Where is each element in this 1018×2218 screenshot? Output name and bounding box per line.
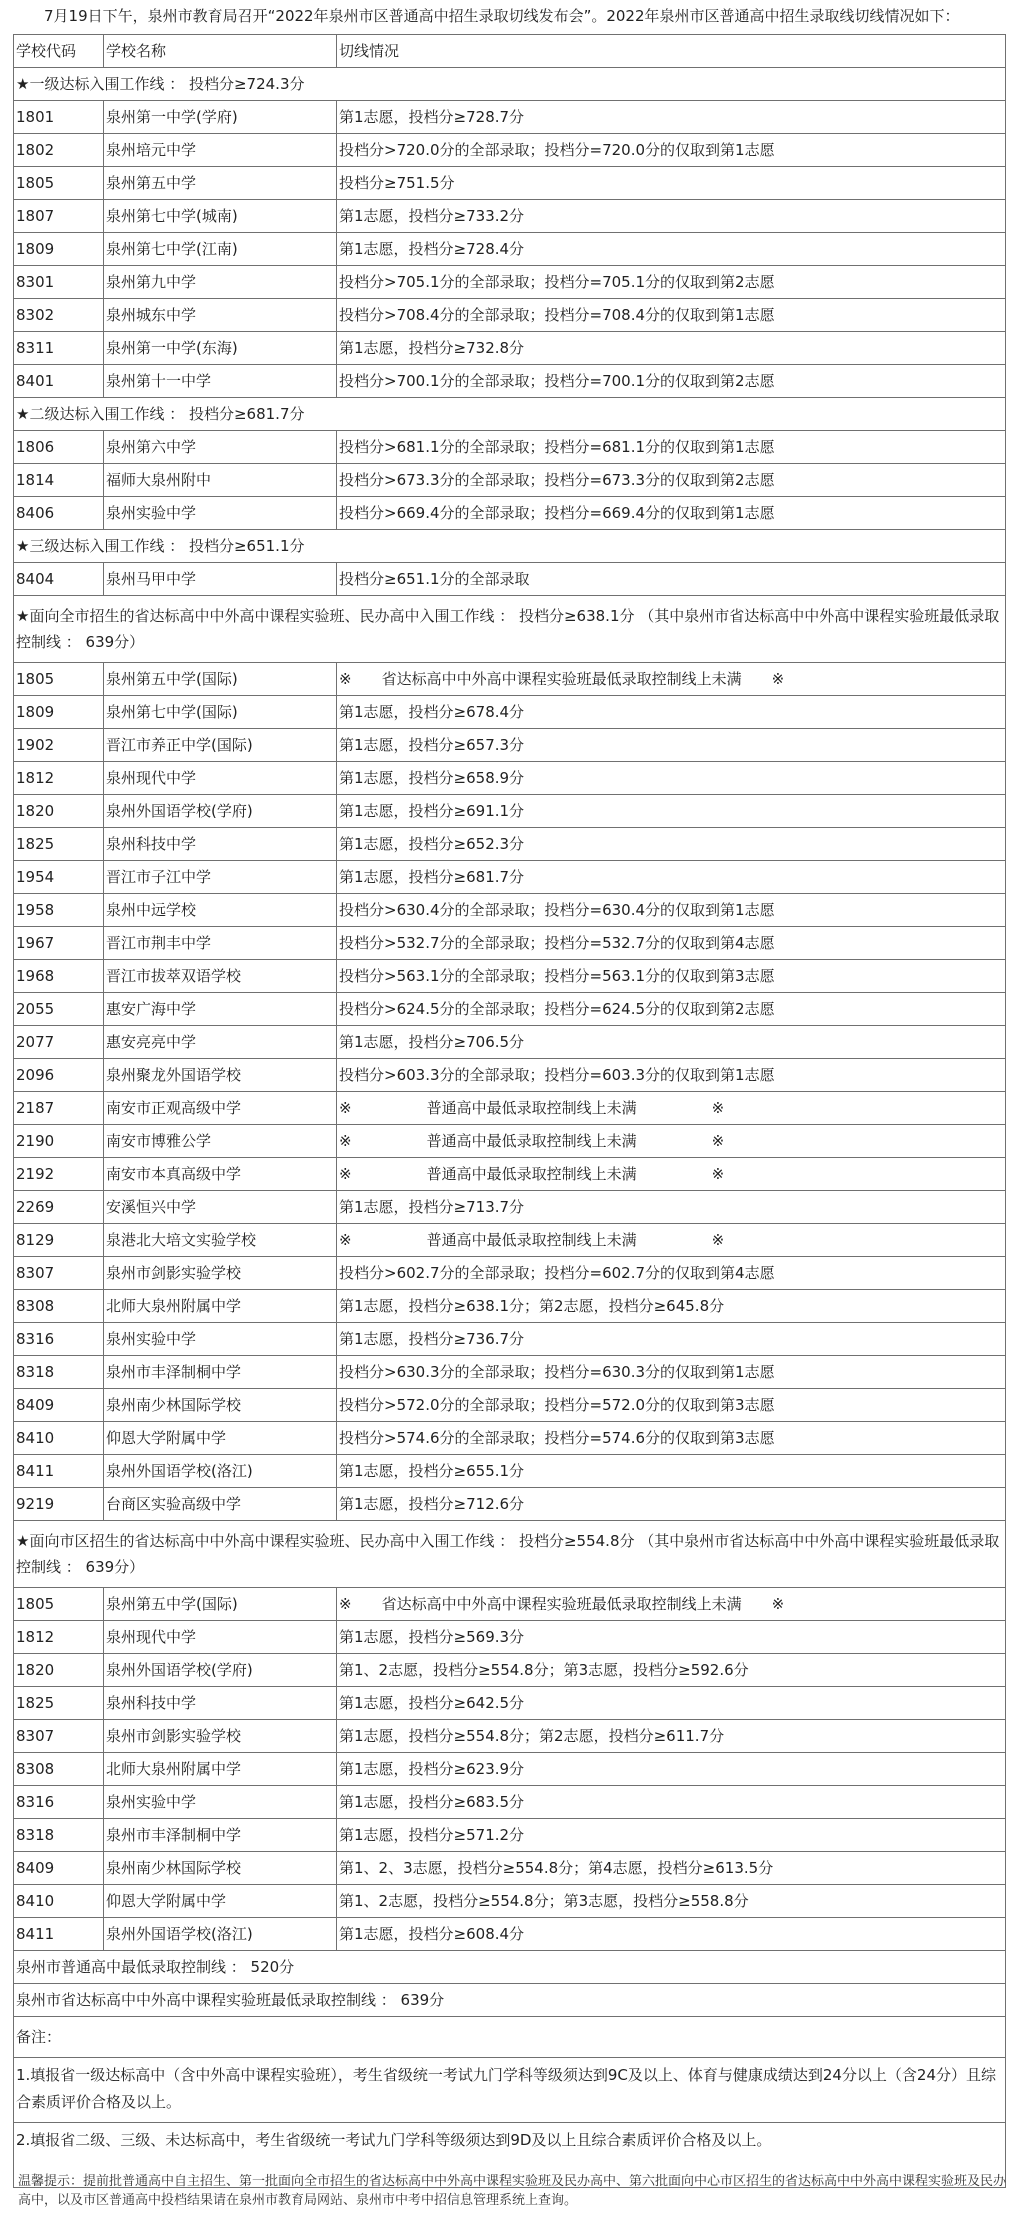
school-code-cell: 1954: [14, 861, 104, 894]
school-name-cell: 福师大泉州附中: [104, 464, 337, 497]
table-row: [14, 828, 1006, 861]
cutoff-table: [13, 34, 1006, 2188]
cutoff-cell: 第1志愿，投档分≥728.7分: [337, 101, 1006, 134]
group-header-row: [14, 398, 1006, 431]
footer-line: 泉州市普通高中最低录取控制线 ： 520分: [14, 1951, 1006, 1984]
school-name-cell: 泉州市剑影实验学校: [104, 1720, 337, 1753]
school-name-cell: 泉州马甲中学: [104, 563, 337, 596]
group-header-row: [14, 596, 1006, 663]
table-row: [14, 1059, 1006, 1092]
school-name-cell: 泉州市丰泽制桐中学: [104, 1356, 337, 1389]
school-code-cell: 1825: [14, 828, 104, 861]
school-code-cell: 1806: [14, 431, 104, 464]
cutoff-cell: 投档分≥651.1分的全部录取: [337, 563, 1006, 596]
school-code-cell: 1809: [14, 696, 104, 729]
school-code-cell: 8409: [14, 1389, 104, 1422]
school-code-cell: 1812: [14, 762, 104, 795]
cutoff-cell: 第1、2志愿，投档分≥554.8分；第3志愿，投档分≥592.6分: [337, 1654, 1006, 1687]
group-header-row: [14, 68, 1006, 101]
school-name-cell: 安溪恒兴中学: [104, 1191, 337, 1224]
school-code-cell: 2187: [14, 1092, 104, 1125]
group-title: ★二级达标入围工作线 ： 投档分≥681.7分: [14, 398, 1006, 431]
table-row: [14, 729, 1006, 762]
cutoff-cell: 投档分>563.1分的全部录取；投档分=563.1分的仅取到第3志愿: [337, 960, 1006, 993]
table-row: [14, 167, 1006, 200]
school-name-cell: 泉州第六中学: [104, 431, 337, 464]
school-name-cell: 泉州外国语学校(学府): [104, 795, 337, 828]
table-row: [14, 1687, 1006, 1720]
school-name-cell: 泉州城东中学: [104, 299, 337, 332]
school-code-cell: 8406: [14, 497, 104, 530]
school-name-cell: 仰恩大学附属中学: [104, 1885, 337, 1918]
school-code-cell: 2269: [14, 1191, 104, 1224]
school-name-cell: 晋江市拔萃双语学校: [104, 960, 337, 993]
table-row: [14, 1026, 1006, 1059]
school-code-cell: 8410: [14, 1885, 104, 1918]
school-name-cell: 泉州实验中学: [104, 1786, 337, 1819]
school-name-cell: 泉州聚龙外国语学校: [104, 1059, 337, 1092]
table-row: [14, 861, 1006, 894]
school-name-cell: 泉州第七中学(国际): [104, 696, 337, 729]
table-row: [14, 993, 1006, 1026]
school-code-cell: 8316: [14, 1323, 104, 1356]
notes-title: 备注：: [14, 2017, 1006, 2058]
header-school-code: 学校代码: [14, 35, 104, 68]
header-cutoff: 切线情况: [337, 35, 1006, 68]
school-code-cell: 1805: [14, 167, 104, 200]
table-row: [14, 332, 1006, 365]
school-code-cell: 2192: [14, 1158, 104, 1191]
school-code-cell: 1807: [14, 200, 104, 233]
school-name-cell: 南安市博雅公学: [104, 1125, 337, 1158]
school-code-cell: 1968: [14, 960, 104, 993]
table-row: [14, 1422, 1006, 1455]
header-school-name: 学校名称: [104, 35, 337, 68]
table-row: [14, 1654, 1006, 1687]
footer-row: [14, 1951, 1006, 1984]
school-name-cell: 泉州南少林国际学校: [104, 1852, 337, 1885]
school-name-cell: 泉州培元中学: [104, 134, 337, 167]
school-code-cell: 1802: [14, 134, 104, 167]
school-name-cell: 泉州中远学校: [104, 894, 337, 927]
cutoff-cell: 第1志愿，投档分≥571.2分: [337, 1819, 1006, 1852]
cutoff-cell: 第1志愿，投档分≥655.1分: [337, 1455, 1006, 1488]
table-row: [14, 894, 1006, 927]
cutoff-cell: 第1志愿，投档分≥713.7分: [337, 1191, 1006, 1224]
school-code-cell: 1958: [14, 894, 104, 927]
footer-row: [14, 1984, 1006, 2017]
table-row: [14, 795, 1006, 828]
school-name-cell: 晋江市子江中学: [104, 861, 337, 894]
school-code-cell: 1805: [14, 663, 104, 696]
cutoff-cell: 投档分>673.3分的全部录取；投档分=673.3分的仅取到第2志愿: [337, 464, 1006, 497]
table-row: [14, 960, 1006, 993]
table-row: [14, 1753, 1006, 1786]
cutoff-cell: 投档分>669.4分的全部录取；投档分=669.4分的仅取到第1志愿: [337, 497, 1006, 530]
table-row: [14, 1918, 1006, 1951]
school-name-cell: 泉州实验中学: [104, 497, 337, 530]
school-name-cell: 泉州第五中学: [104, 167, 337, 200]
school-code-cell: 8411: [14, 1455, 104, 1488]
school-name-cell: 泉州外国语学校(洛江): [104, 1455, 337, 1488]
cutoff-cell: 投档分>532.7分的全部录取；投档分=532.7分的仅取到第4志愿: [337, 927, 1006, 960]
school-name-cell: 南安市正观高级中学: [104, 1092, 337, 1125]
cutoff-cell: ※ 省达标高中中外高中课程实验班最低录取控制线上未满 ※: [337, 1588, 1006, 1621]
school-name-cell: 泉州第十一中学: [104, 365, 337, 398]
table-row: [14, 233, 1006, 266]
cutoff-cell: 投档分>630.3分的全部录取；投档分=630.3分的仅取到第1志愿: [337, 1356, 1006, 1389]
school-code-cell: 1805: [14, 1588, 104, 1621]
school-name-cell: 泉州第九中学: [104, 266, 337, 299]
cutoff-cell: 第1志愿，投档分≥658.9分: [337, 762, 1006, 795]
table-row: [14, 365, 1006, 398]
cutoff-cell: 投档分>624.5分的全部录取；投档分=624.5分的仅取到第2志愿: [337, 993, 1006, 1026]
school-code-cell: 8409: [14, 1852, 104, 1885]
school-code-cell: 2055: [14, 993, 104, 1026]
school-name-cell: 泉州科技中学: [104, 828, 337, 861]
cutoff-cell: 第1志愿，投档分≥657.3分: [337, 729, 1006, 762]
school-name-cell: 泉州第七中学(城南): [104, 200, 337, 233]
cutoff-cell: 第1志愿，投档分≥712.6分: [337, 1488, 1006, 1521]
school-code-cell: 8318: [14, 1819, 104, 1852]
school-name-cell: 泉州南少林国际学校: [104, 1389, 337, 1422]
cutoff-cell: 第1志愿，投档分≥733.2分: [337, 200, 1006, 233]
cutoff-cell: 第1志愿，投档分≥683.5分: [337, 1786, 1006, 1819]
table-row: [14, 1720, 1006, 1753]
table-row: [14, 200, 1006, 233]
table-row: [14, 1588, 1006, 1621]
school-name-cell: 北师大泉州附属中学: [104, 1290, 337, 1323]
cutoff-cell: 投档分>705.1分的全部录取；投档分=705.1分的仅取到第2志愿: [337, 266, 1006, 299]
school-name-cell: 泉州第一中学(东海): [104, 332, 337, 365]
table-row: [14, 663, 1006, 696]
table-row: [14, 1191, 1006, 1224]
school-code-cell: 1902: [14, 729, 104, 762]
school-code-cell: 8411: [14, 1918, 104, 1951]
table-row: [14, 464, 1006, 497]
school-name-cell: 惠安广海中学: [104, 993, 337, 1026]
group-title: ★面向市区招生的省达标高中中外高中课程实验班、民办高中入围工作线 ： 投档分≥554.8分 （其中泉州市省达标高中中外高中课程实验班最低录取控制线 ： 639分）: [14, 1521, 1006, 1588]
table-row: [14, 1786, 1006, 1819]
table-row: [14, 1852, 1006, 1885]
cutoff-cell: 投档分>572.0分的全部录取；投档分=572.0分的仅取到第3志愿: [337, 1389, 1006, 1422]
school-name-cell: 泉州现代中学: [104, 762, 337, 795]
table-row: [14, 1621, 1006, 1654]
school-code-cell: 1820: [14, 1654, 104, 1687]
school-code-cell: 1814: [14, 464, 104, 497]
tip-note: 温馨提示：提前批普通高中自主招生、第一批面向全市招生的省达标高中中外高中课程实验班及民办高中、第六批面向中心市区招生的省达标高中中外高中课程实验班及民办高中，以及市区普通高中投档结果请在泉州市教育局网站、泉州市中考中招信息管理系统上查询。: [18, 2174, 1007, 2208]
cutoff-cell: 第1志愿，投档分≥554.8分；第2志愿，投档分≥611.7分: [337, 1720, 1006, 1753]
school-code-cell: 8301: [14, 266, 104, 299]
cutoff-cell: ※ 省达标高中中外高中课程实验班最低录取控制线上未满 ※: [337, 663, 1006, 696]
cutoff-cell: 第1、2志愿，投档分≥554.8分；第3志愿，投档分≥558.8分: [337, 1885, 1006, 1918]
cutoff-cell: 第1志愿，投档分≥681.7分: [337, 861, 1006, 894]
group-title: ★一级达标入围工作线 ： 投档分≥724.3分: [14, 68, 1006, 101]
school-code-cell: 8401: [14, 365, 104, 398]
table-row: [14, 497, 1006, 530]
school-code-cell: 8318: [14, 1356, 104, 1389]
school-name-cell: 晋江市养正中学(国际): [104, 729, 337, 762]
table-row: [14, 1125, 1006, 1158]
school-name-cell: 台商区实验高级中学: [104, 1488, 337, 1521]
table-row: [14, 1488, 1006, 1521]
group-title: ★三级达标入围工作线 ： 投档分≥651.1分: [14, 530, 1006, 563]
note-text: 1.填报省一级达标高中（含中外高中课程实验班），考生省级统一考试九门学科等级须达到9C及以上、体育与健康成绩达到24分以上（含24分）且综合素质评价合格及以上。: [14, 2058, 1006, 2123]
table-row: [14, 1158, 1006, 1191]
cutoff-cell: 投档分>574.6分的全部录取；投档分=574.6分的仅取到第3志愿: [337, 1422, 1006, 1455]
table-row: [14, 1092, 1006, 1125]
cutoff-cell: 第1志愿，投档分≥638.1分；第2志愿，投档分≥645.8分: [337, 1290, 1006, 1323]
school-name-cell: 惠安亮亮中学: [104, 1026, 337, 1059]
cutoff-cell: 投档分≥751.5分: [337, 167, 1006, 200]
school-name-cell: 泉州外国语学校(洛江): [104, 1918, 337, 1951]
table-row: [14, 1356, 1006, 1389]
table-row: [14, 696, 1006, 729]
group-title: ★面向全市招生的省达标高中中外高中课程实验班、民办高中入围工作线 ： 投档分≥638.1分 （其中泉州市省达标高中中外高中课程实验班最低录取控制线 ： 639分）: [14, 596, 1006, 663]
school-name-cell: 北师大泉州附属中学: [104, 1753, 337, 1786]
school-code-cell: 2096: [14, 1059, 104, 1092]
group-header-row: [14, 530, 1006, 563]
table-row: [14, 762, 1006, 795]
school-name-cell: 晋江市荆丰中学: [104, 927, 337, 960]
cutoff-cell: 投档分>630.4分的全部录取；投档分=630.4分的仅取到第1志愿: [337, 894, 1006, 927]
school-code-cell: 2190: [14, 1125, 104, 1158]
school-code-cell: 1801: [14, 101, 104, 134]
table-row: [14, 927, 1006, 960]
school-name-cell: 泉州第七中学(江南): [104, 233, 337, 266]
table-row: [14, 101, 1006, 134]
table-row: [14, 299, 1006, 332]
table-row: [14, 134, 1006, 167]
cutoff-cell: 投档分>720.0分的全部录取；投档分=720.0分的仅取到第1志愿: [337, 134, 1006, 167]
school-code-cell: 1809: [14, 233, 104, 266]
notes-title-row: [14, 2017, 1006, 2058]
cutoff-cell: 投档分>603.3分的全部录取；投档分=603.3分的仅取到第1志愿: [337, 1059, 1006, 1092]
note-row: [14, 2058, 1006, 2123]
school-name-cell: 仰恩大学附属中学: [104, 1422, 337, 1455]
school-name-cell: 泉州科技中学: [104, 1687, 337, 1720]
table-header-row: [14, 35, 1006, 68]
cutoff-cell: 第1志愿，投档分≥678.4分: [337, 696, 1006, 729]
school-name-cell: 泉州市丰泽制桐中学: [104, 1819, 337, 1852]
cutoff-cell: 第1志愿，投档分≥569.3分: [337, 1621, 1006, 1654]
group-header-row: [14, 1521, 1006, 1588]
note-text: 2.填报省二级、三级、未达标高中，考生省级统一考试九门学科等级须达到9D及以上且综合素质评价合格及以上。: [14, 2123, 1006, 2188]
school-code-cell: 2077: [14, 1026, 104, 1059]
intro-paragraph: 7月19日下午，泉州市教育局召开“2022年泉州市区普通高中招生录取切线发布会”。2022年泉州市区普通高中招生录取线切线情况如下：: [44, 7, 960, 25]
cutoff-cell: 投档分>602.7分的全部录取；投档分=602.7分的仅取到第4志愿: [337, 1257, 1006, 1290]
school-name-cell: 泉港北大培文实验学校: [104, 1224, 337, 1257]
school-code-cell: 8307: [14, 1720, 104, 1753]
cutoff-cell: 第1志愿，投档分≥728.4分: [337, 233, 1006, 266]
school-code-cell: 1825: [14, 1687, 104, 1720]
table-row: [14, 431, 1006, 464]
school-name-cell: 泉州外国语学校(学府): [104, 1654, 337, 1687]
cutoff-cell: 第1志愿，投档分≥652.3分: [337, 828, 1006, 861]
table-row: [14, 266, 1006, 299]
cutoff-cell: 第1志愿，投档分≥706.5分: [337, 1026, 1006, 1059]
school-code-cell: 1812: [14, 1621, 104, 1654]
school-name-cell: 南安市本真高级中学: [104, 1158, 337, 1191]
school-code-cell: 8404: [14, 563, 104, 596]
school-code-cell: 1820: [14, 795, 104, 828]
school-code-cell: 8316: [14, 1786, 104, 1819]
school-code-cell: 1967: [14, 927, 104, 960]
cutoff-cell: 第1、2、3志愿，投档分≥554.8分；第4志愿，投档分≥613.5分: [337, 1852, 1006, 1885]
school-code-cell: 8307: [14, 1257, 104, 1290]
cutoff-cell: ※ 普通高中最低录取控制线上未满 ※: [337, 1158, 1006, 1191]
table-row: [14, 1819, 1006, 1852]
table-row: [14, 563, 1006, 596]
cutoff-cell: 第1志愿，投档分≥608.4分: [337, 1918, 1006, 1951]
table-row: [14, 1290, 1006, 1323]
table-row: [14, 1257, 1006, 1290]
cutoff-cell: 第1志愿，投档分≥642.5分: [337, 1687, 1006, 1720]
cutoff-cell: 第1志愿，投档分≥736.7分: [337, 1323, 1006, 1356]
school-name-cell: 泉州第五中学(国际): [104, 1588, 337, 1621]
table-row: [14, 1323, 1006, 1356]
table-row: [14, 1389, 1006, 1422]
table-row: [14, 1885, 1006, 1918]
school-code-cell: 8311: [14, 332, 104, 365]
school-code-cell: 9219: [14, 1488, 104, 1521]
school-name-cell: 泉州第五中学(国际): [104, 663, 337, 696]
cutoff-cell: 投档分>681.1分的全部录取；投档分=681.1分的仅取到第1志愿: [337, 431, 1006, 464]
school-code-cell: 8308: [14, 1753, 104, 1786]
school-code-cell: 8308: [14, 1290, 104, 1323]
school-name-cell: 泉州现代中学: [104, 1621, 337, 1654]
table-row: [14, 1455, 1006, 1488]
cutoff-cell: 第1志愿，投档分≥623.9分: [337, 1753, 1006, 1786]
cutoff-cell: ※ 普通高中最低录取控制线上未满 ※: [337, 1224, 1006, 1257]
cutoff-cell: 投档分>700.1分的全部录取；投档分=700.1分的仅取到第2志愿: [337, 365, 1006, 398]
footer-line: 泉州市省达标高中中外高中课程实验班最低录取控制线 ： 639分: [14, 1984, 1006, 2017]
school-name-cell: 泉州第一中学(学府): [104, 101, 337, 134]
cutoff-cell: 投档分>708.4分的全部录取；投档分=708.4分的仅取到第1志愿: [337, 299, 1006, 332]
cutoff-cell: ※ 普通高中最低录取控制线上未满 ※: [337, 1125, 1006, 1158]
school-name-cell: 泉州市剑影实验学校: [104, 1257, 337, 1290]
school-code-cell: 8302: [14, 299, 104, 332]
cutoff-cell: ※ 普通高中最低录取控制线上未满 ※: [337, 1092, 1006, 1125]
school-code-cell: 8410: [14, 1422, 104, 1455]
cutoff-cell: 第1志愿，投档分≥732.8分: [337, 332, 1006, 365]
school-name-cell: 泉州实验中学: [104, 1323, 337, 1356]
table-row: [14, 1224, 1006, 1257]
cutoff-cell: 第1志愿，投档分≥691.1分: [337, 795, 1006, 828]
school-code-cell: 8129: [14, 1224, 104, 1257]
